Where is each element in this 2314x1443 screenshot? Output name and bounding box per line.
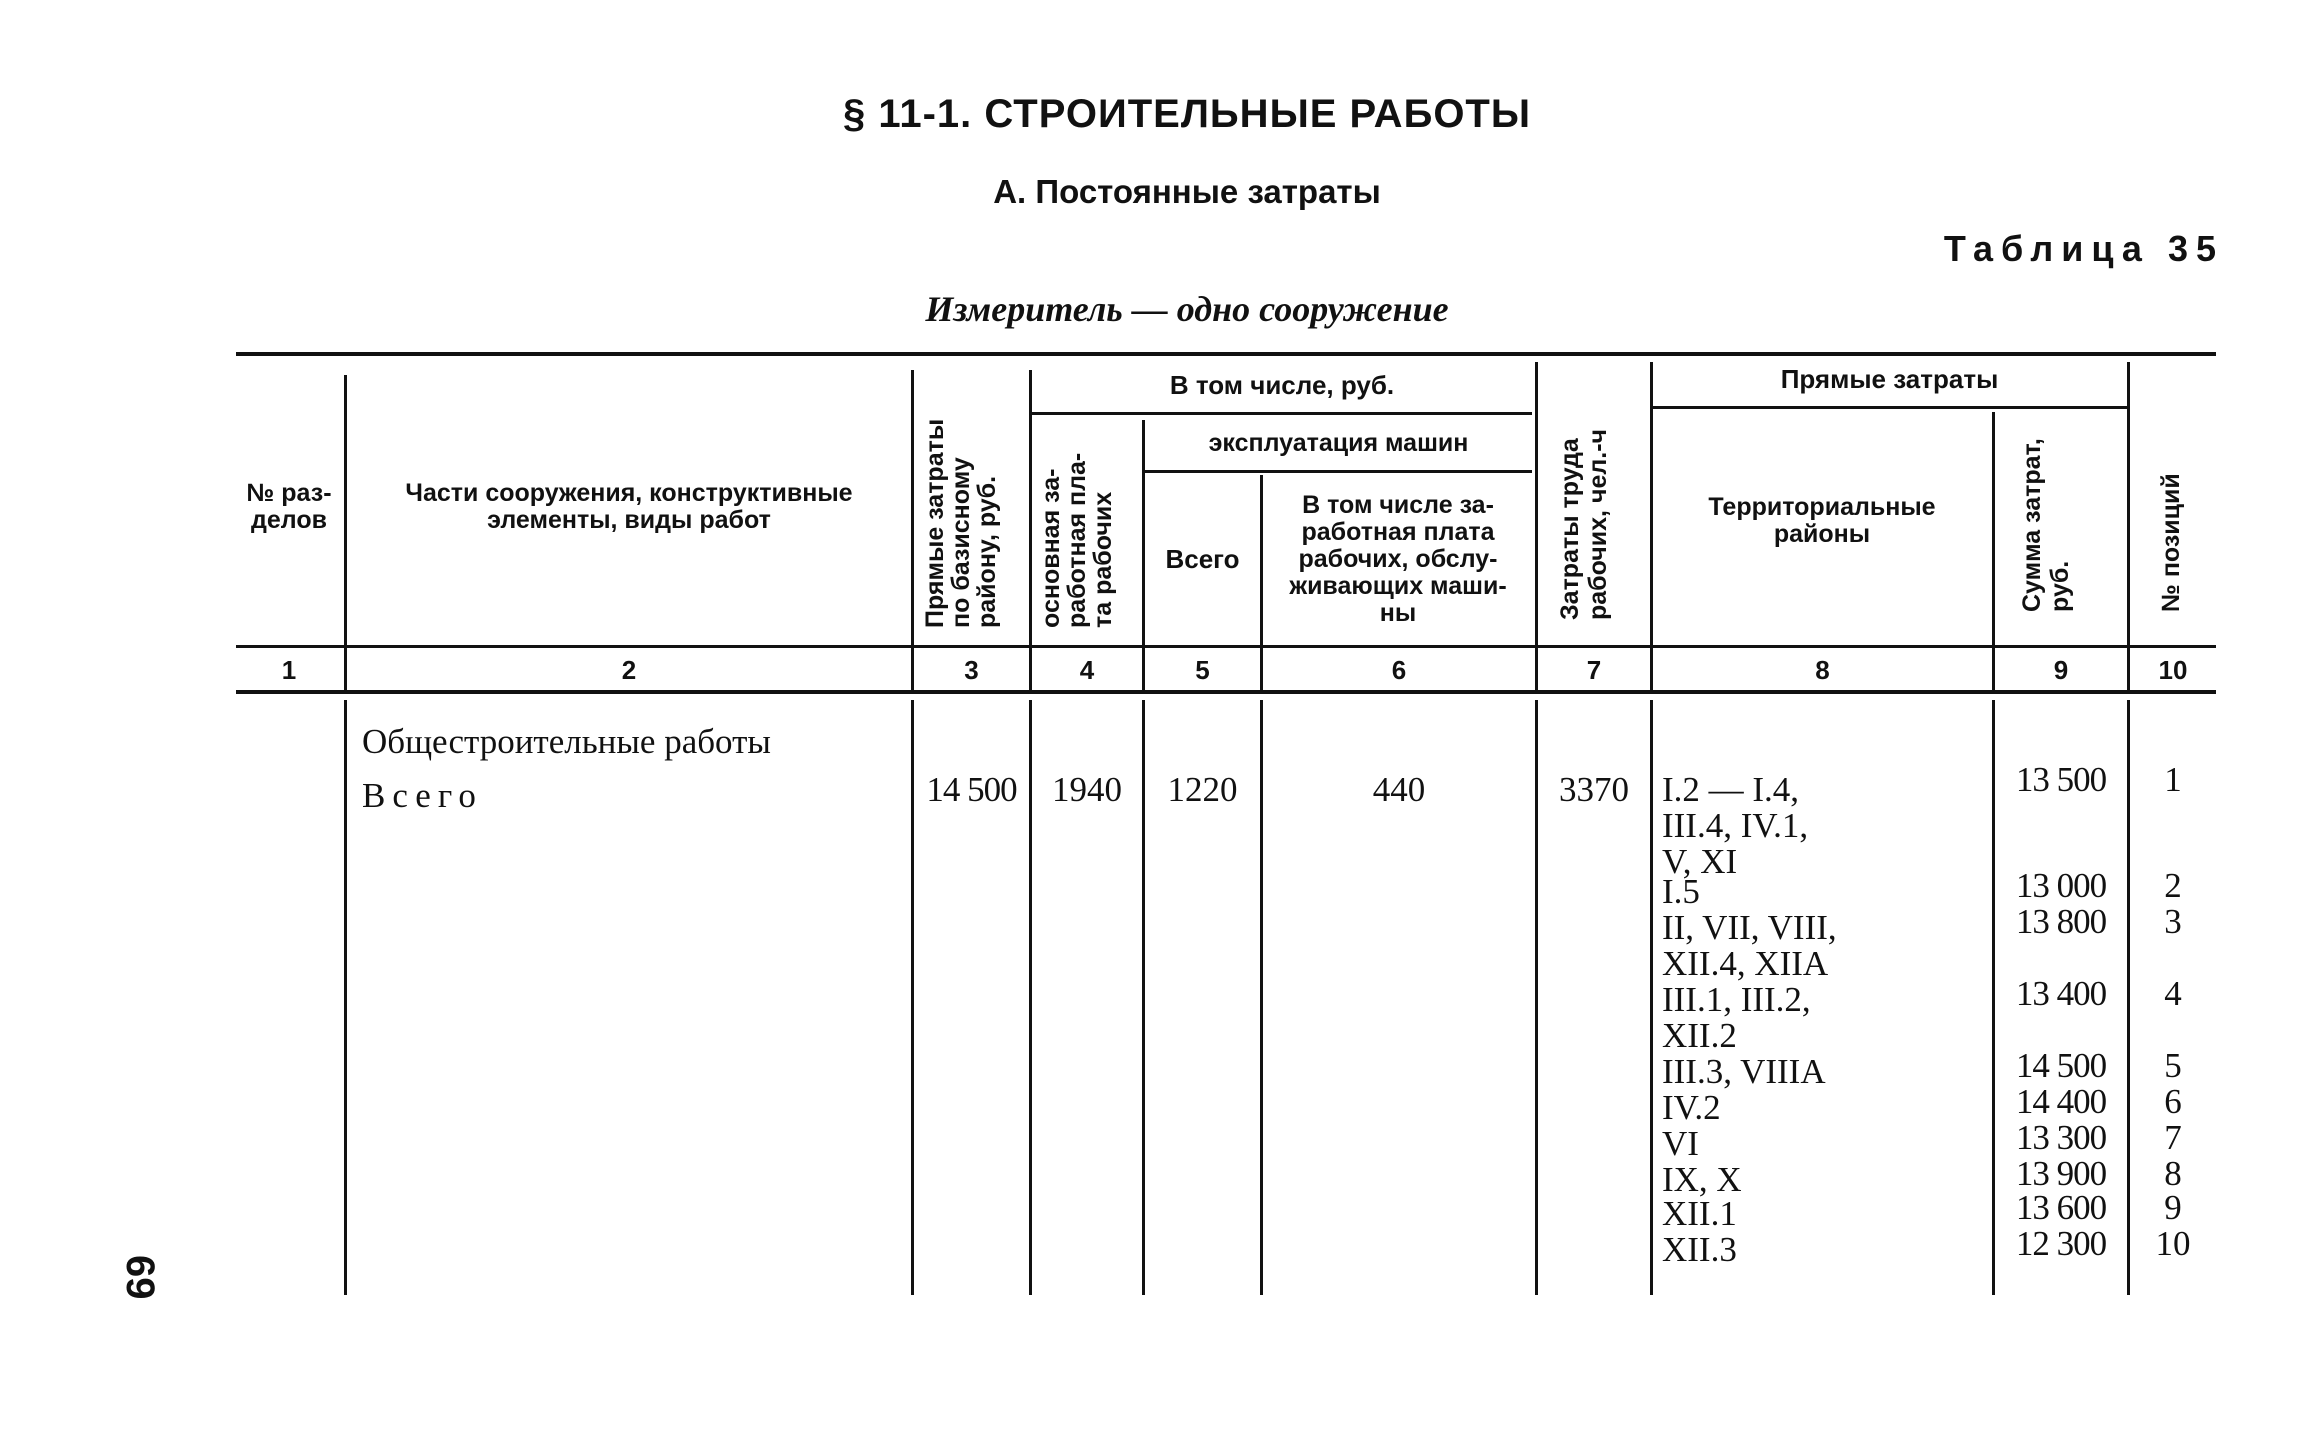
vline-7 — [1650, 362, 1653, 690]
header-direct-base: Прямые затраты по базисному району, руб. — [921, 418, 1001, 628]
section-name: Общестроительные работы — [362, 722, 771, 761]
region-item: II, VII, VIII, XII.4, XIIA — [1662, 908, 1837, 983]
subsection-title: А. Постоянные затраты — [993, 173, 1381, 210]
region-sum: 13 300 — [2015, 1118, 2107, 1157]
incl-group-rule — [1032, 412, 1532, 415]
colnum-6: 6 — [1391, 655, 1407, 685]
colnum-2: 2 — [621, 655, 637, 685]
region-item: IX, X — [1662, 1160, 1742, 1199]
header-section-no: № раз- делов — [246, 479, 332, 534]
region-sum: 14 400 — [2015, 1082, 2107, 1121]
table-top-rule — [236, 352, 2216, 356]
header-machines-wages: В том числе за- работная плата рабочих, обслу- живающих маши- ны — [1289, 491, 1507, 627]
direct-group-rule — [1652, 406, 2127, 409]
region-item: III.3, VIIIA — [1662, 1052, 1826, 1091]
machines-wages-value: 440 — [1372, 770, 1426, 809]
header-bottom-rule — [236, 645, 2216, 648]
region-item: VI — [1662, 1124, 1699, 1163]
body-vline-1 — [344, 700, 347, 1295]
region-sum: 13 000 — [2015, 866, 2107, 905]
colnum-8: 8 — [1815, 655, 1830, 685]
vline-8 — [1992, 412, 1995, 690]
header-wages: основная за- работная пла- та рабочих — [1037, 452, 1117, 628]
colnum-10: 10 — [2158, 655, 2188, 685]
region-sum: 13 800 — [2015, 902, 2107, 941]
region-sum: 13 400 — [2015, 974, 2107, 1013]
header-parts: Части сооружения, конструктивные элементы, виды работ — [405, 479, 853, 534]
region-sum: 13 500 — [2015, 760, 2107, 799]
region-sum: 12 300 — [2015, 1224, 2107, 1263]
region-pos: 4 — [2164, 974, 2182, 1013]
region-pos: 9 — [2164, 1188, 2182, 1227]
region-sum: 13 900 — [2015, 1154, 2107, 1193]
header-direct-group: Прямые затраты — [1780, 364, 1999, 394]
region-pos: 3 — [2164, 902, 2182, 941]
header-sum: Сумма затрат, руб. — [2018, 438, 2074, 612]
header-incl-group: В том числе, руб. — [1169, 370, 1395, 400]
region-pos: 8 — [2164, 1154, 2182, 1193]
vline-2 — [911, 370, 914, 690]
region-item: XII.1 — [1662, 1194, 1737, 1233]
total-label: Всего — [362, 776, 483, 815]
region-pos: 5 — [2164, 1046, 2182, 1085]
section-title: § 11-1. СТРОИТЕЛЬНЫЕ РАБОТЫ — [842, 92, 1532, 136]
body-vline-7 — [1650, 700, 1653, 1295]
region-pos: 10 — [2155, 1224, 2191, 1263]
header-machines-group: эксплуатация машин — [1208, 429, 1469, 457]
measure-note: Измеритель — одно сооружение — [925, 289, 1449, 329]
colnum-1: 1 — [281, 655, 297, 685]
machines-total-value: 1220 — [1167, 770, 1238, 809]
page-number: 69 — [118, 1255, 162, 1300]
direct-cost-base: 14 500 — [926, 770, 1017, 809]
labor-hours-value: 3370 — [1559, 770, 1629, 809]
region-pos: 6 — [2164, 1082, 2182, 1121]
region-item: IV.2 — [1662, 1088, 1721, 1127]
region-item: I.2 — I.4, III.4, IV.1, V, XI — [1662, 770, 1809, 881]
region-item: XII.3 — [1662, 1230, 1737, 1269]
header-regions: Территориальные районы — [1708, 493, 1936, 548]
region-sum: 14 500 — [2015, 1046, 2107, 1085]
table-label: Таблица 35 — [1943, 228, 2224, 269]
colnum-9: 9 — [2053, 655, 2069, 685]
header-machines-total: Всего — [1165, 544, 1240, 574]
vline-9 — [2127, 362, 2130, 690]
wages-value: 1940 — [1052, 770, 1122, 809]
colnum-7: 7 — [1586, 655, 1602, 685]
vline-6 — [1535, 362, 1538, 690]
region-pos: 1 — [2164, 760, 2182, 799]
colnum-3: 3 — [964, 655, 979, 685]
colnum-4: 4 — [1079, 655, 1095, 685]
region-sum: 13 600 — [2015, 1188, 2107, 1227]
region-pos: 2 — [2164, 866, 2182, 905]
vline-3 — [1029, 370, 1032, 690]
colnum-bottom-rule — [236, 690, 2216, 694]
region-item: III.1, III.2, XII.2 — [1662, 980, 1811, 1055]
vline-1 — [344, 375, 347, 690]
region-item: I.5 — [1662, 872, 1700, 911]
header-positions: № позиций — [2157, 473, 2185, 612]
header-labor: Затраты труда рабочих, чел.-ч — [1556, 428, 1612, 620]
region-pos: 7 — [2164, 1118, 2182, 1157]
colnum-5: 5 — [1195, 655, 1210, 685]
machines-group-rule — [1145, 470, 1532, 473]
